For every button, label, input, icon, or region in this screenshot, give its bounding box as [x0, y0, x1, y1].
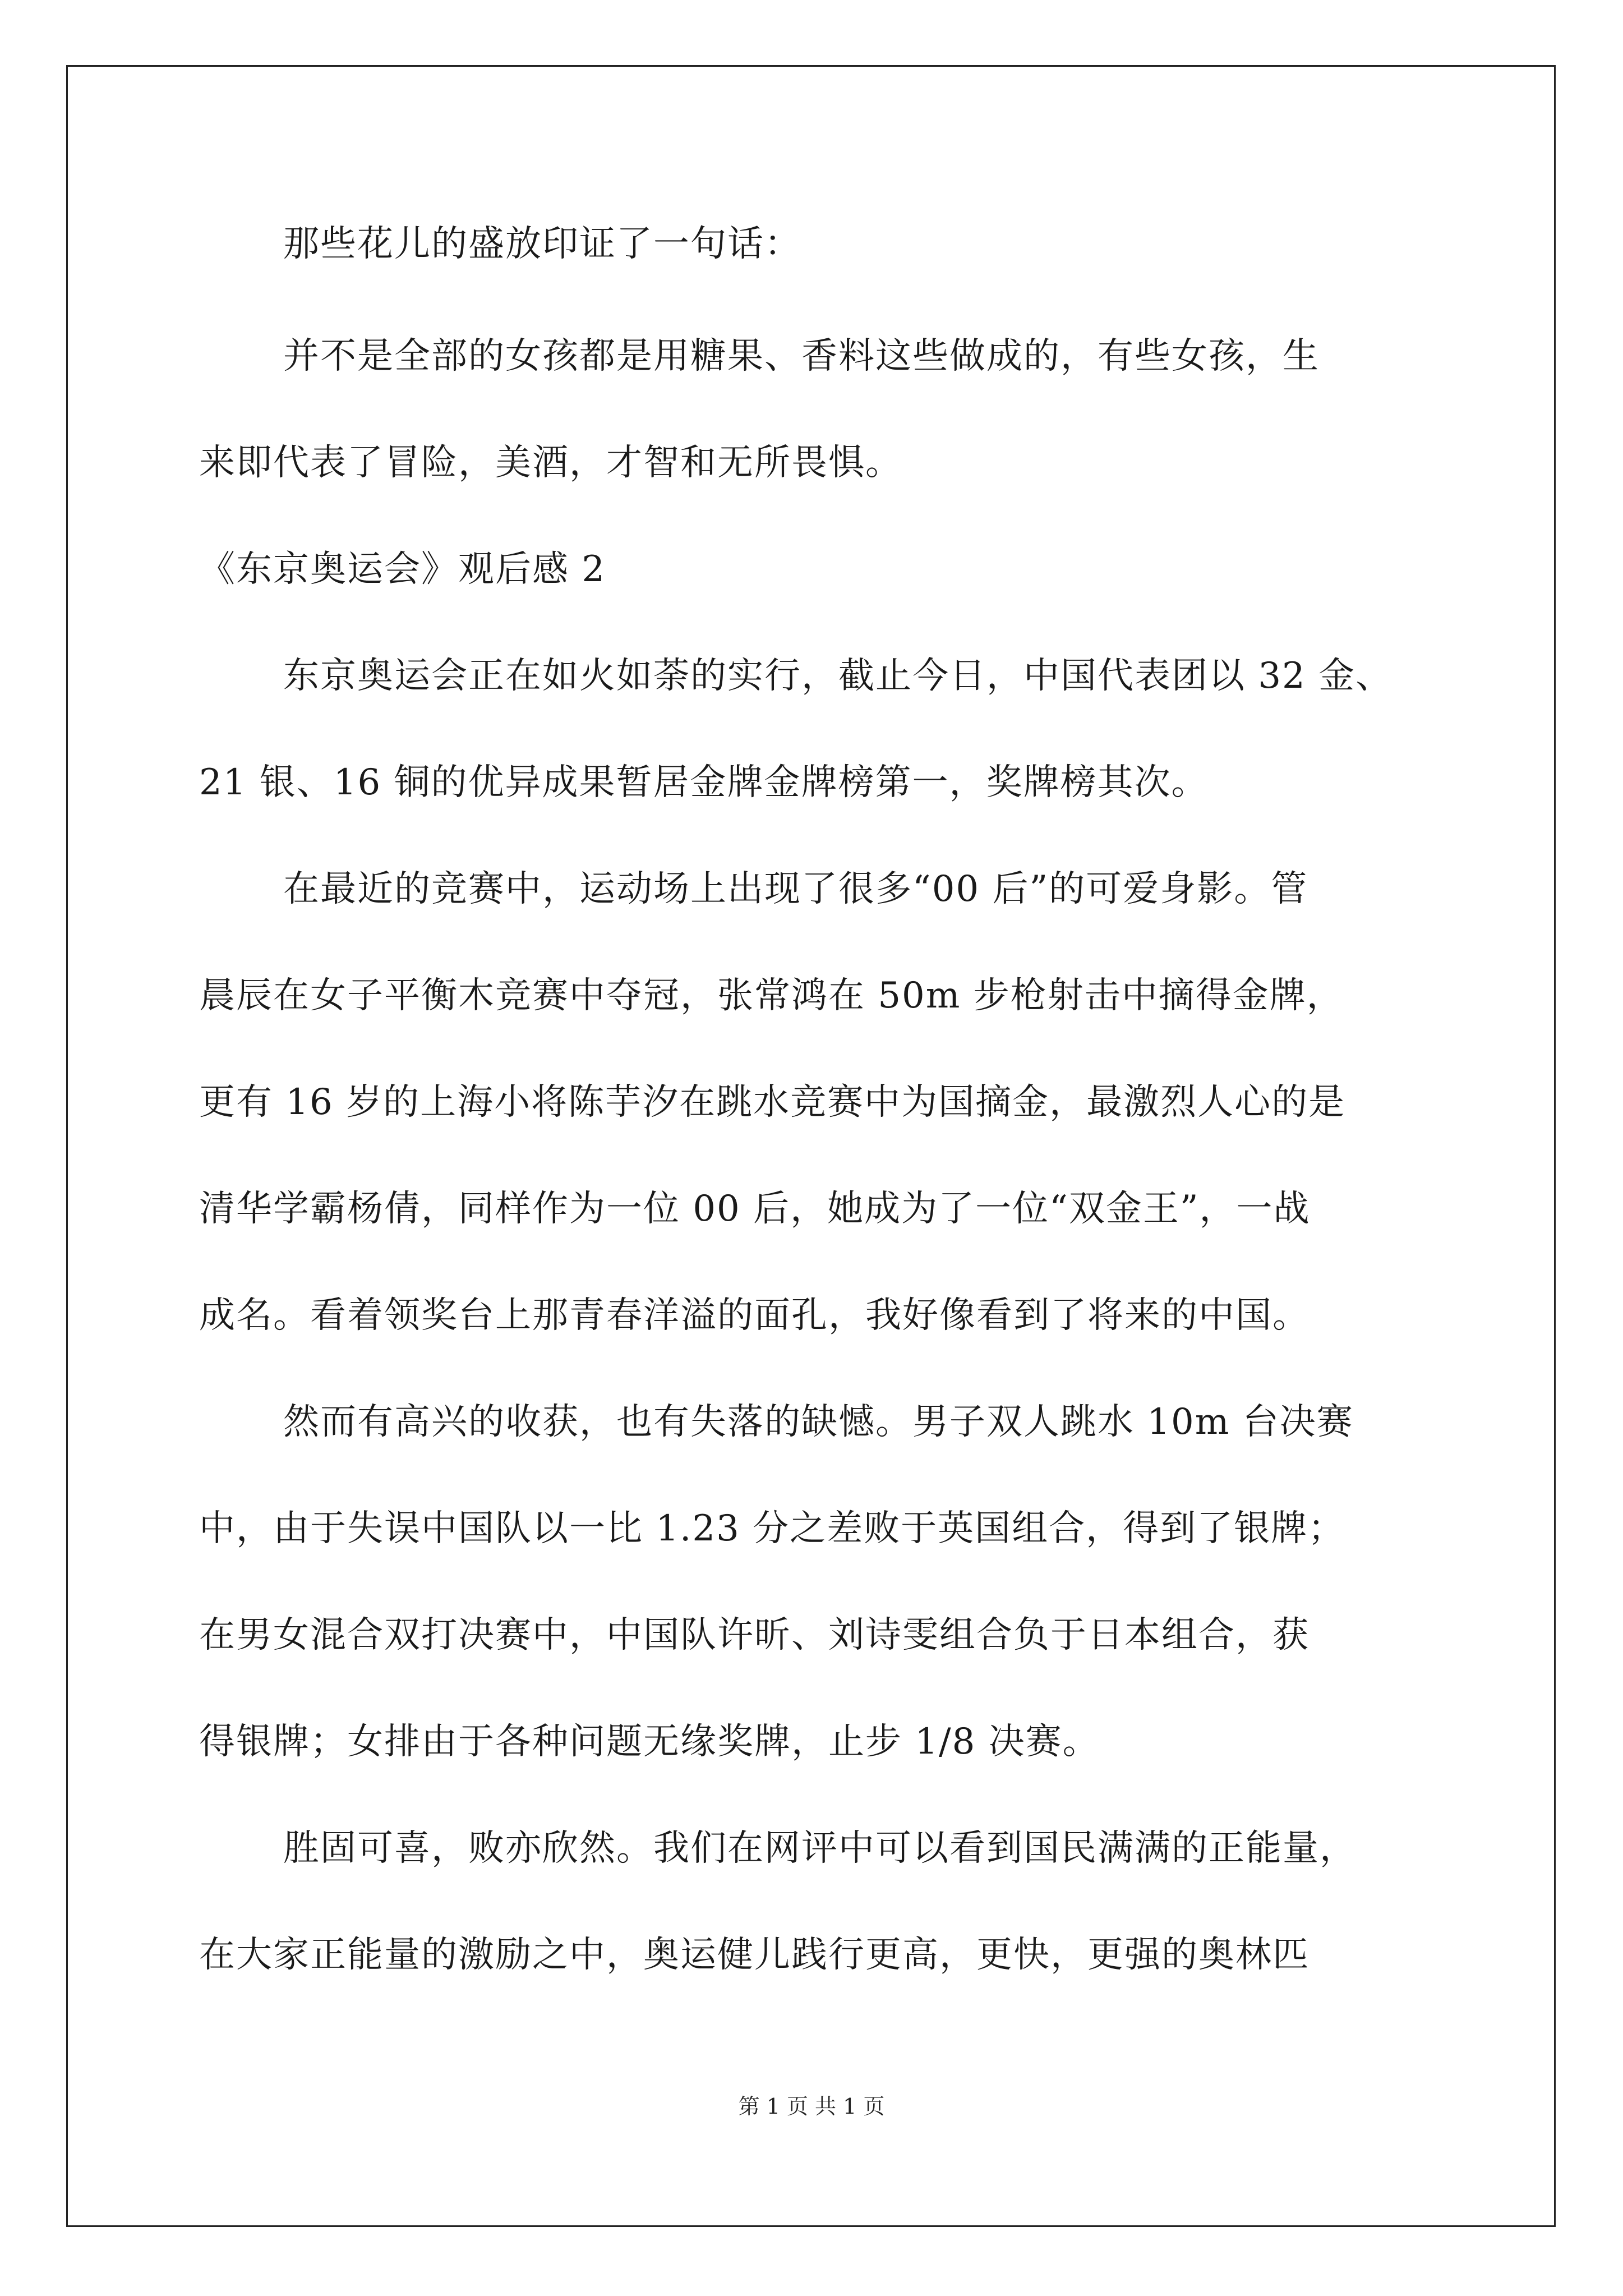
paragraph-line: 胜固可喜，败亦欣然。我们在网评中可以看到国民满满的正能量， [283, 1828, 1357, 1869]
page-border [66, 65, 1556, 2227]
paragraph-line: 来即代表了冒险，美酒，才智和无所畏惧。 [199, 442, 902, 484]
paragraph-line: 在大家正能量的激励之中，奥运健儿践行更高，更快，更强的奥林匹 [199, 1934, 1310, 1976]
paragraph-line: 更有 16 岁的上海小将陈芋汐在跳水竞赛中为国摘金，最激烈人心的是 [199, 1082, 1346, 1123]
paragraph-line: 然而有高兴的收获，也有失落的缺憾。男子双人跳水 10m 台决赛 [283, 1401, 1354, 1443]
paragraph-line: 那些花儿的盛放印证了一句话： [283, 223, 801, 265]
paragraph-line: 得银牌；女排由于各种问题无缘奖牌，止步 1/8 决赛。 [199, 1721, 1100, 1763]
paragraph-line: 在男女混合双打决赛中，中国队许昕、刘诗雯组合负于日本组合，获 [199, 1614, 1310, 1656]
paragraph-line: 成名。看着领奖台上那青春洋溢的面孔，我好像看到了将来的中国。 [199, 1295, 1310, 1336]
section-heading: 《东京奥运会》观后感 2 [199, 549, 606, 590]
paragraph-line: 东京奥运会正在如火如荼的实行，截止今日，中国代表团以 32 金、 [283, 655, 1393, 697]
paragraph-line: 清华学霸杨倩，同样作为一位 00 后，她成为了一位“双金王”，一战 [199, 1188, 1311, 1230]
paragraph-line: 在最近的竞赛中，运动场上出现了很多“00 后”的可爱身影。管 [283, 868, 1308, 910]
paragraph-line: 21 银、16 铜的优异成果暂居金牌金牌榜第一，奖牌榜其次。 [199, 762, 1209, 803]
page-number-footer: 第 1 页 共 1 页 [738, 2094, 885, 2119]
paragraph-line: 并不是全部的女孩都是用糖果、香料这些做成的，有些女孩，生 [283, 335, 1320, 377]
paragraph-line: 中，由于失误中国队以一比 1.23 分之差败于英国组合，得到了银牌； [199, 1508, 1345, 1549]
paragraph-line: 晨辰在女子平衡木竞赛中夺冠，张常鸿在 50m 步枪射击中摘得金牌， [199, 975, 1344, 1016]
